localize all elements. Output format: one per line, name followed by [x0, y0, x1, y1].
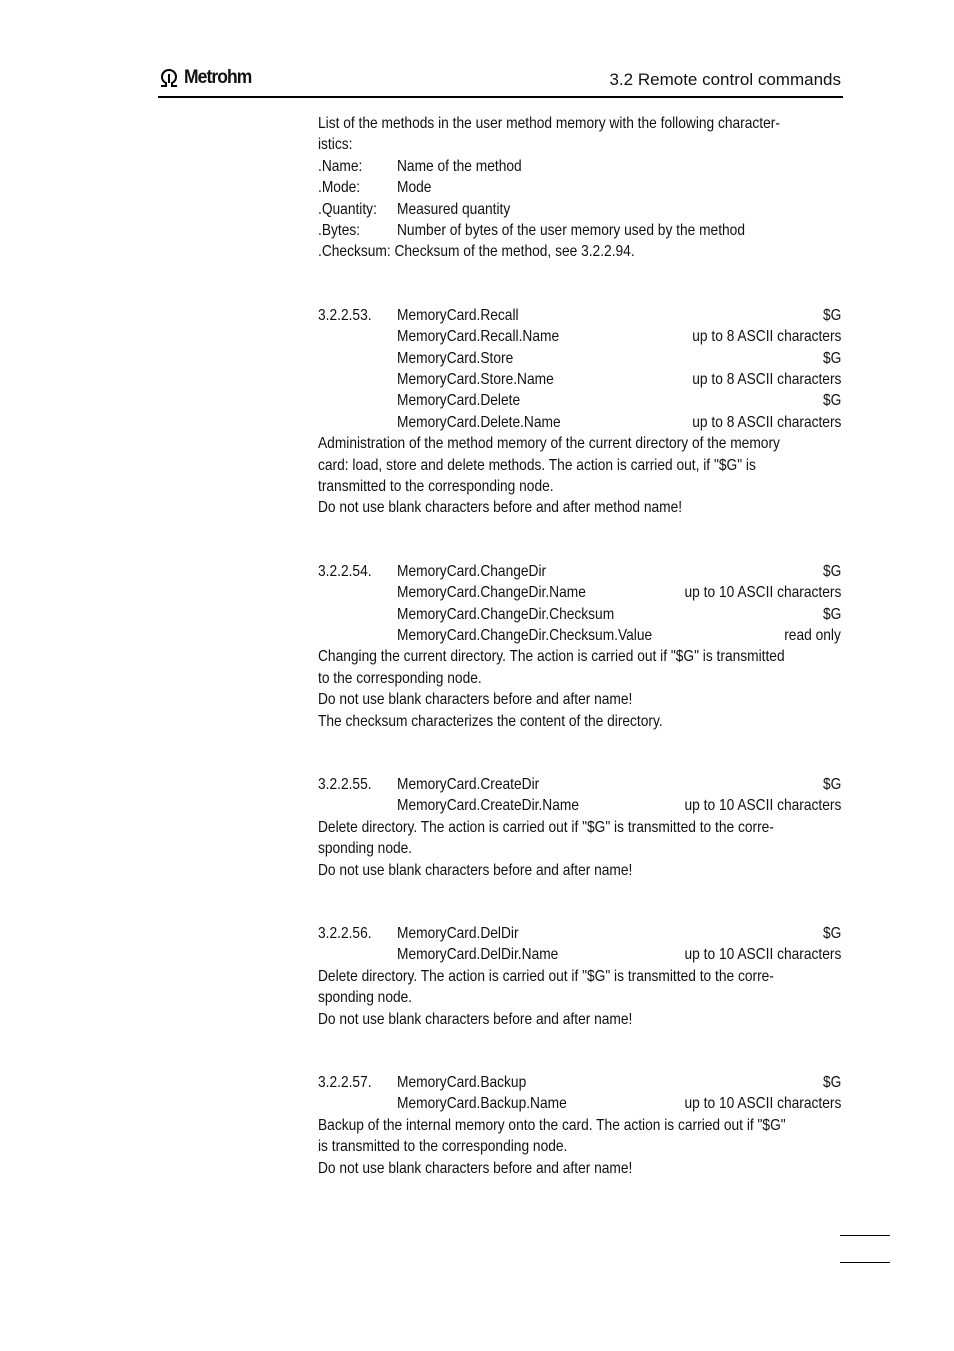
field-desc: Mode [397, 179, 432, 197]
section-3-2-2-57 [318, 1072, 841, 1179]
description-line: Administration of the method memory of the current directory of the memory [318, 435, 780, 453]
page-header [158, 64, 843, 98]
command-value: up to 10 ASCII characters [684, 946, 841, 964]
command-row [318, 561, 841, 582]
command-value: up to 10 ASCII characters [684, 1095, 841, 1113]
command-value: $G [822, 392, 841, 410]
metrohm-omega-icon [158, 67, 180, 89]
command-row [318, 305, 841, 326]
command-name: MemoryCard.CreateDir.Name [397, 797, 579, 815]
command-name: MemoryCard.DelDir.Name [397, 946, 559, 964]
command-value: up to 8 ASCII characters [691, 370, 841, 388]
command-value: $G [822, 562, 841, 580]
command-row [318, 390, 841, 411]
command-value: up to 10 ASCII characters [684, 797, 841, 815]
command-row [318, 944, 841, 965]
section-number: 3.2.2.55. [318, 775, 372, 793]
field-desc: Number of bytes of the user memory used by the method [397, 221, 745, 239]
section-description [318, 646, 834, 732]
command-row [318, 369, 841, 390]
description-line: sponding node. [318, 840, 413, 858]
section-description [318, 433, 834, 519]
field-key: .Bytes: [318, 221, 361, 239]
command-name: MemoryCard.CreateDir [397, 775, 540, 793]
command-value: up to 8 ASCII characters [691, 413, 841, 431]
intro-line: List of the methods in the user method memory with the following character- [318, 115, 780, 132]
command-name: MemoryCard.Backup [397, 1073, 527, 1091]
field-row [318, 199, 841, 220]
section-3-2-2-56 [318, 923, 841, 1030]
field-desc: Name of the method [397, 157, 522, 175]
description-line: Do not use blank characters before and after method name! [318, 499, 683, 517]
command-name: MemoryCard.DelDir [397, 924, 519, 942]
section-title: 3.2 Remote control commands [609, 70, 841, 89]
command-row [318, 348, 841, 369]
description-line: to the corresponding node. [318, 669, 482, 687]
command-name: MemoryCard.ChangeDir.Checksum.Value [397, 626, 653, 644]
command-name: MemoryCard.Backup.Name [397, 1095, 567, 1113]
brand-name: Metrohm [184, 67, 252, 88]
command-name: MemoryCard.ChangeDir.Checksum [397, 605, 615, 623]
command-row [318, 412, 841, 433]
command-value: read only [784, 626, 841, 644]
command-row [318, 1072, 841, 1093]
checksum-line: .Checksum: Checksum of the method, see 3.2.2.94. [318, 243, 635, 261]
command-value: $G [822, 924, 841, 942]
description-line: is transmitted to the corresponding node. [318, 1138, 568, 1156]
command-name: MemoryCard.Recall [397, 306, 519, 324]
command-row [318, 923, 841, 944]
description-line: Delete directory. The action is carried out if "$G" is transmitted to the corre- [318, 967, 774, 985]
command-row [318, 625, 841, 646]
command-name: MemoryCard.Recall.Name [397, 328, 560, 346]
command-value: up to 8 ASCII characters [691, 328, 841, 346]
command-value: $G [822, 306, 841, 324]
field-row [318, 220, 841, 241]
command-name: MemoryCard.Delete [397, 392, 521, 410]
command-name: MemoryCard.Delete.Name [397, 413, 561, 431]
section-description [318, 1115, 834, 1179]
field-key: .Quantity: [318, 200, 377, 218]
command-name: MemoryCard.Store [397, 349, 514, 367]
command-value: $G [822, 775, 841, 793]
section-description [318, 817, 834, 881]
description-line: Backup of the internal memory onto the card. The action is carried out if "$G" [318, 1116, 786, 1134]
field-row [318, 241, 841, 262]
command-value: $G [822, 1073, 841, 1091]
command-value: $G [822, 349, 841, 367]
section-3-2-2-53 [318, 305, 841, 519]
description-line: The checksum characterizes the content of the directory. [318, 712, 663, 730]
page-content [318, 113, 841, 1179]
command-value: up to 10 ASCII characters [684, 584, 841, 602]
field-desc: Measured quantity [397, 200, 511, 218]
intro-block [318, 113, 834, 156]
section-3-2-2-54 [318, 561, 841, 732]
command-row [318, 604, 841, 625]
description-line: Do not use blank characters before and after name! [318, 861, 633, 879]
intro-line: istics: [318, 136, 353, 154]
page-number-rule-top [840, 1235, 890, 1236]
description-line: card: load, store and delete methods. The action is carried out, if "$G" is [318, 456, 756, 474]
description-line: transmitted to the corresponding node. [318, 477, 554, 495]
command-row [318, 582, 841, 603]
field-key: .Name: [318, 157, 363, 175]
description-line: Delete directory. The action is carried out if "$G" is transmitted to the corre- [318, 818, 774, 836]
section-description [318, 966, 834, 1030]
section-number: 3.2.2.54. [318, 562, 372, 580]
brand-logo [158, 66, 257, 90]
field-row [318, 156, 841, 177]
field-row [318, 177, 841, 198]
command-row [318, 326, 841, 347]
description-line: sponding node. [318, 989, 413, 1007]
description-line: Do not use blank characters before and after name! [318, 691, 633, 709]
description-line: Changing the current directory. The action is carried out if "$G" is transmitted [318, 648, 785, 666]
command-name: MemoryCard.ChangeDir [397, 562, 547, 580]
command-row [318, 1093, 841, 1114]
field-key: .Mode: [318, 179, 361, 197]
page-number-rule-bottom [840, 1262, 890, 1263]
command-row [318, 774, 841, 795]
section-number: 3.2.2.57. [318, 1073, 372, 1091]
section-number: 3.2.2.56. [318, 924, 372, 942]
section-number: 3.2.2.53. [318, 306, 372, 324]
section-3-2-2-55 [318, 774, 841, 881]
description-line: Do not use blank characters before and after name! [318, 1159, 633, 1177]
command-name: MemoryCard.ChangeDir.Name [397, 584, 586, 602]
description-line: Do not use blank characters before and after name! [318, 1010, 633, 1028]
command-row [318, 795, 841, 816]
command-value: $G [822, 605, 841, 623]
field-list [318, 156, 841, 263]
command-name: MemoryCard.Store.Name [397, 370, 554, 388]
